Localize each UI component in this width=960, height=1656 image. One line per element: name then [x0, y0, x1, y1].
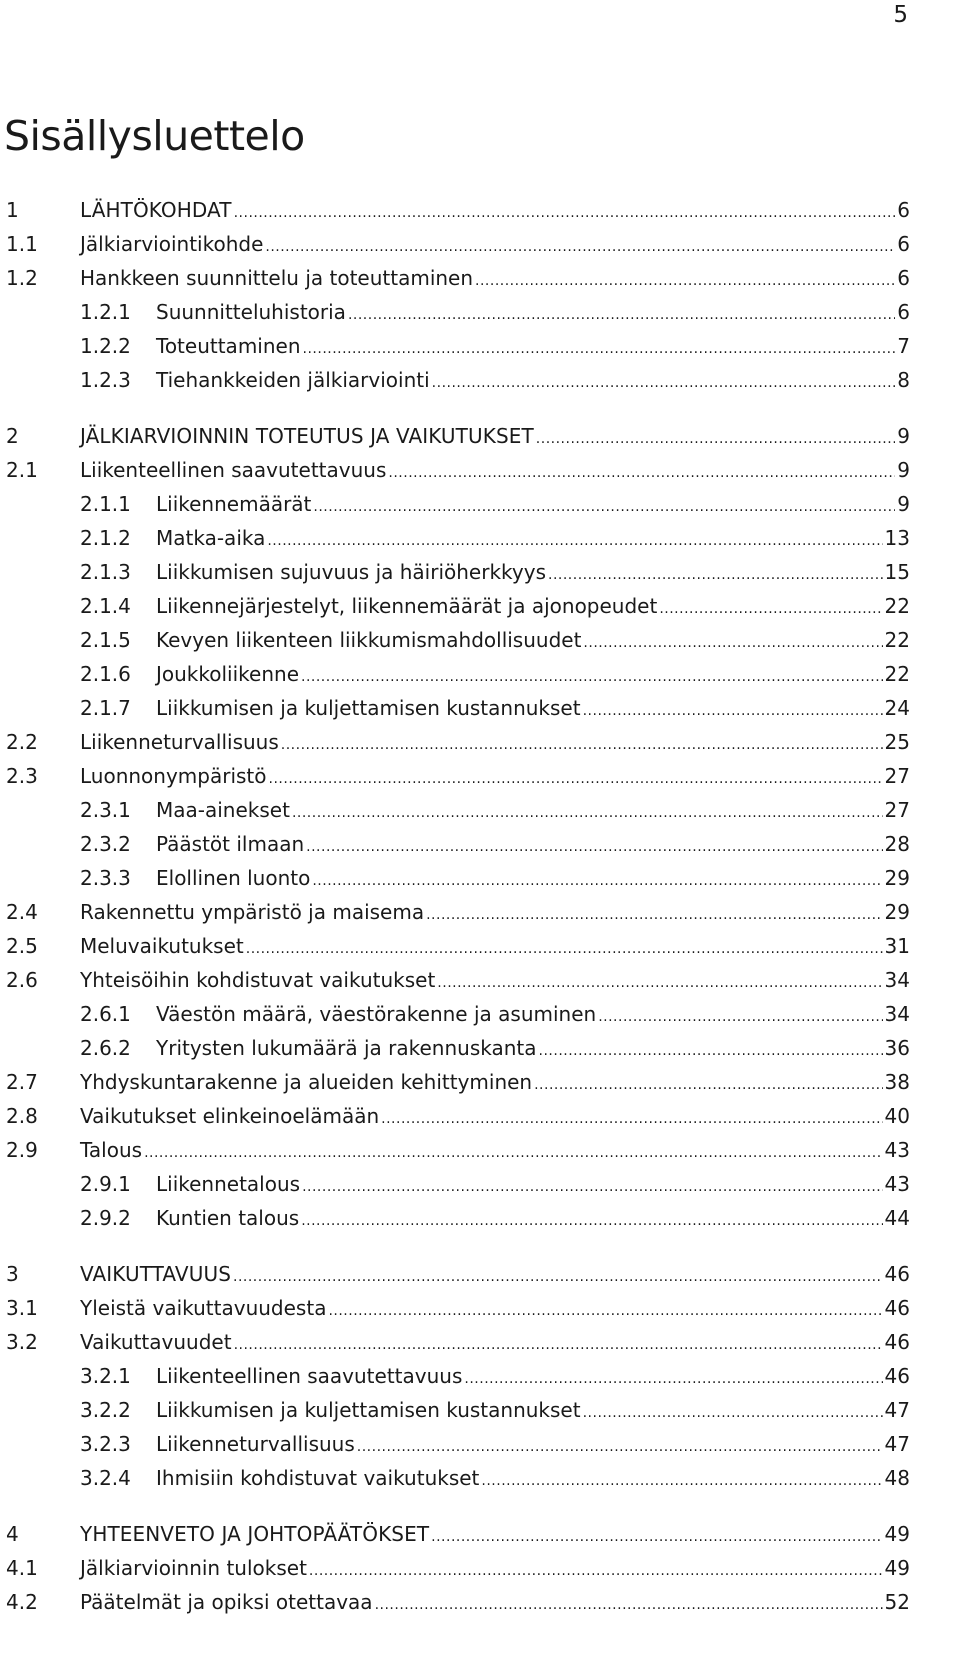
toc-dot-leader — [464, 1362, 882, 1396]
toc-entry[interactable] — [80, 861, 910, 895]
toc-dot-leader — [388, 456, 895, 490]
toc-entry[interactable] — [80, 329, 910, 363]
toc-entry-title: Maa-ainekset — [156, 798, 290, 822]
toc-entry-title: Liikennejärjestelyt, liikennemäärät ja ajonopeudet — [156, 594, 658, 618]
toc-entry-page-number: 22 — [884, 662, 910, 686]
toc-entry-title: LÄHTÖKOHDAT — [80, 198, 232, 222]
toc-entry-page-number: 28 — [884, 832, 910, 856]
toc-entry-title: Vaikutukset elinkeinoelämään — [80, 1104, 380, 1128]
toc-entry-page-number: 47 — [884, 1398, 910, 1422]
toc-entry-number: 2.4 — [6, 900, 38, 924]
toc-dot-leader — [659, 592, 882, 626]
toc-entry-number: 1.2.3 — [80, 368, 131, 392]
toc-entry[interactable] — [6, 453, 910, 487]
toc-entry-title: Liikkumisen ja kuljettamisen kustannukset — [156, 696, 581, 720]
toc-entry-title: Liikenneturvallisuus — [80, 730, 279, 754]
toc-dot-leader — [309, 1554, 883, 1588]
toc-entry-number: 1.2 — [6, 266, 38, 290]
toc-dot-leader — [281, 728, 883, 762]
toc-entry[interactable] — [6, 193, 910, 227]
toc-entry-page-number: 48 — [884, 1466, 910, 1490]
toc-entry-title: Yleistä vaikuttavuudesta — [80, 1296, 327, 1320]
toc-dot-leader — [437, 966, 882, 1000]
toc-entry-number: 2.8 — [6, 1104, 38, 1128]
toc-entry-number: 2.9 — [6, 1138, 38, 1162]
toc-dot-leader — [548, 558, 883, 592]
toc-entry-number: 2.1.5 — [80, 628, 131, 652]
toc-entry-page-number: 6 — [897, 232, 910, 256]
toc-entry-page-number: 46 — [884, 1262, 910, 1286]
toc-entry[interactable] — [80, 1031, 910, 1065]
toc-entry-number: 3.2.3 — [80, 1432, 131, 1456]
toc-dot-leader — [426, 898, 882, 932]
toc-entry[interactable] — [6, 1099, 910, 1133]
toc-entry-title: JÄLKIARVIOINNIN TOTEUTUS JA VAIKUTUKSET — [80, 424, 534, 448]
toc-entry-number: 2.1.1 — [80, 492, 131, 516]
toc-entry-title: Yhdyskuntarakenne ja alueiden kehittyminen — [80, 1070, 533, 1094]
toc-dot-leader — [534, 1068, 882, 1102]
toc-entry-title: Yritysten lukumäärä ja rakennuskanta — [156, 1036, 537, 1060]
toc-dot-leader — [583, 1396, 883, 1430]
toc-dot-leader — [292, 796, 883, 830]
toc-entry-number: 4.1 — [6, 1556, 38, 1580]
toc-entry-page-number: 8 — [897, 368, 910, 392]
toc-entry-page-number: 46 — [884, 1296, 910, 1320]
toc-entry-page-number: 9 — [897, 458, 910, 482]
toc-entry-title: Elollinen luonto — [156, 866, 311, 890]
toc-dot-leader — [375, 1588, 883, 1622]
toc-entry-number: 2.1 — [6, 458, 38, 482]
toc-entry-page-number: 49 — [884, 1556, 910, 1580]
toc-entry[interactable] — [6, 1291, 910, 1325]
toc-entry-title: Rakennettu ympäristö ja maisema — [80, 900, 425, 924]
toc-entry-page-number: 9 — [897, 492, 910, 516]
toc-entry-page-number: 13 — [884, 526, 910, 550]
toc-entry-number: 2 — [6, 424, 19, 448]
toc-dot-leader — [583, 694, 883, 728]
toc-dot-leader — [301, 1204, 882, 1238]
toc-entry-page-number: 43 — [884, 1172, 910, 1196]
toc-entry[interactable] — [6, 1585, 910, 1619]
toc-dot-leader — [234, 1328, 883, 1362]
toc-entry[interactable] — [6, 1325, 910, 1359]
toc-entry[interactable] — [6, 1551, 910, 1585]
toc-entry-page-number: 9 — [897, 424, 910, 448]
toc-dot-leader — [583, 626, 882, 660]
toc-dot-leader — [269, 762, 883, 796]
toc-entry-title: Jälkiarvioinnin tulokset — [80, 1556, 307, 1580]
toc-dot-leader — [302, 1170, 882, 1204]
toc-entry[interactable] — [80, 623, 910, 657]
toc-entry[interactable] — [6, 929, 910, 963]
toc-entry-title: Hankkeen suunnittelu ja toteuttaminen — [80, 266, 474, 290]
toc-entry[interactable] — [80, 487, 910, 521]
toc-entry[interactable] — [80, 295, 910, 329]
toc-entry-number: 3.2 — [6, 1330, 38, 1354]
toc-dot-leader — [246, 932, 883, 966]
toc-entry[interactable] — [80, 1461, 910, 1495]
toc-entry-number: 2.1.6 — [80, 662, 131, 686]
toc-entry[interactable] — [80, 589, 910, 623]
toc-entry[interactable] — [80, 657, 910, 691]
toc-entry-title: Liikenteellinen saavutettavuus — [156, 1364, 463, 1388]
toc-entry[interactable] — [6, 725, 910, 759]
toc-dot-leader — [233, 1260, 883, 1294]
toc-entry-number: 2.1.2 — [80, 526, 131, 550]
toc-dot-leader — [313, 490, 895, 524]
page-number: 5 — [893, 2, 908, 28]
toc-entry-title: Päästöt ilmaan — [156, 832, 305, 856]
toc-entry-number: 3.2.2 — [80, 1398, 131, 1422]
toc-entry-title: Toteuttaminen — [156, 334, 301, 358]
toc-entry-number: 2.1.4 — [80, 594, 131, 618]
toc-entry-page-number: 15 — [884, 560, 910, 584]
toc-dot-leader — [301, 660, 883, 694]
toc-dot-leader — [357, 1430, 883, 1464]
toc-entry-title: Liikenneturvallisuus — [156, 1432, 355, 1456]
toc-entry[interactable] — [80, 555, 910, 589]
toc-entry-number: 2.2 — [6, 730, 38, 754]
toc-dot-leader — [539, 1034, 883, 1068]
toc-entry-number: 1.1 — [6, 232, 38, 256]
toc-entry-number: 3.2.4 — [80, 1466, 131, 1490]
toc-entry-page-number: 25 — [884, 730, 910, 754]
toc-entry[interactable] — [6, 1257, 910, 1291]
toc-entry[interactable] — [6, 1065, 910, 1099]
toc-entry[interactable] — [80, 1201, 910, 1235]
toc-entry-title: Liikennetalous — [156, 1172, 301, 1196]
toc-entry-page-number: 29 — [884, 866, 910, 890]
toc-dot-leader — [536, 422, 895, 456]
toc-dot-leader — [432, 366, 896, 400]
toc-dot-leader — [598, 1000, 882, 1034]
toc-entry-title: Yhteisöihin kohdistuvat vaikutukset — [80, 968, 436, 992]
toc-entry-page-number: 44 — [884, 1206, 910, 1230]
toc-entry-page-number: 24 — [884, 696, 910, 720]
toc-entry[interactable] — [6, 227, 910, 261]
page-title: Sisällysluettelo — [4, 112, 305, 160]
toc-entry-title: Tiehankkeiden jälkiarviointi — [156, 368, 430, 392]
toc-entry-title: Liikkumisen sujuvuus ja häiriöherkkyys — [156, 560, 546, 584]
toc-entry-title: YHTEENVETO JA JOHTOPÄÄTÖKSET — [80, 1522, 430, 1546]
toc-entry-title: Liikenteellinen saavutettavuus — [80, 458, 387, 482]
toc-entry-page-number: 6 — [897, 198, 910, 222]
toc-entry-number: 2.5 — [6, 934, 38, 958]
toc-entry-title: Ihmisiin kohdistuvat vaikutukset — [156, 1466, 480, 1490]
toc-dot-leader — [234, 196, 896, 230]
toc-entry-number: 4 — [6, 1522, 19, 1546]
toc-entry-page-number: 29 — [884, 900, 910, 924]
toc-dot-leader — [312, 864, 882, 898]
toc-entry-page-number: 22 — [884, 628, 910, 652]
toc-entry[interactable] — [80, 793, 910, 827]
toc-dot-leader — [381, 1102, 882, 1136]
toc-entry[interactable] — [80, 521, 910, 555]
toc-entry-title: VAIKUTTAVUUS — [80, 1262, 231, 1286]
toc-entry-number: 2.9.2 — [80, 1206, 131, 1230]
toc-dot-leader — [144, 1136, 882, 1170]
toc-dot-leader — [475, 264, 895, 298]
toc-entry-page-number: 46 — [884, 1330, 910, 1354]
toc-entry-page-number: 47 — [884, 1432, 910, 1456]
toc-entry[interactable] — [80, 1427, 910, 1461]
toc-entry[interactable] — [80, 997, 910, 1031]
toc-entry-number: 3 — [6, 1262, 19, 1286]
toc-entry[interactable] — [6, 963, 910, 997]
toc-entry-title: Liikennemäärät — [156, 492, 312, 516]
toc-entry-number: 2.1.7 — [80, 696, 131, 720]
toc-dot-leader — [306, 830, 882, 864]
toc-entry-title: Päätelmät ja opiksi otettavaa — [80, 1590, 373, 1614]
toc-entry-page-number: 6 — [897, 300, 910, 324]
toc-entry-page-number: 27 — [884, 764, 910, 788]
toc-entry-title: Meluvaikutukset — [80, 934, 244, 958]
toc-entry[interactable] — [6, 895, 910, 929]
toc-entry-page-number: 49 — [884, 1522, 910, 1546]
toc-dot-leader — [265, 230, 895, 264]
toc-entry-title: Talous — [80, 1138, 143, 1162]
toc-entry-number: 2.3.1 — [80, 798, 131, 822]
toc-entry-number: 2.3 — [6, 764, 38, 788]
toc-entry-title: Suunnitteluhistoria — [156, 300, 346, 324]
toc-dot-leader — [328, 1294, 882, 1328]
toc-entry[interactable] — [80, 827, 910, 861]
toc-entry-title: Matka-aika — [156, 526, 266, 550]
toc-dot-leader — [431, 1520, 882, 1554]
toc-entry-title: Kuntien talous — [156, 1206, 300, 1230]
toc-entry-page-number: 27 — [884, 798, 910, 822]
toc-entry-page-number: 36 — [884, 1036, 910, 1060]
toc-entry-number: 2.6.1 — [80, 1002, 131, 1026]
toc-entry-page-number: 7 — [897, 334, 910, 358]
toc-entry-number: 2.6.2 — [80, 1036, 131, 1060]
toc-entry-page-number: 22 — [884, 594, 910, 618]
toc-entry-page-number: 52 — [884, 1590, 910, 1614]
toc-entry[interactable] — [80, 1393, 910, 1427]
toc-entry-title: Liikkumisen ja kuljettamisen kustannukset — [156, 1398, 581, 1422]
toc-entry-title: Jälkiarviointikohde — [80, 232, 264, 256]
toc-entry[interactable] — [6, 261, 910, 295]
toc-entry-number: 2.9.1 — [80, 1172, 131, 1196]
toc-entry-number: 1.2.1 — [80, 300, 131, 324]
toc-entry-number: 3.1 — [6, 1296, 38, 1320]
toc-entry-number: 2.6 — [6, 968, 38, 992]
toc-entry[interactable] — [6, 1517, 910, 1551]
toc-entry-number: 4.2 — [6, 1590, 38, 1614]
toc-entry-title: Väestön määrä, väestörakenne ja asuminen — [156, 1002, 597, 1026]
toc-entry-page-number: 46 — [884, 1364, 910, 1388]
toc-entry-title: Joukkoliikenne — [156, 662, 299, 686]
toc-entry-number: 3.2.1 — [80, 1364, 131, 1388]
toc-entry-page-number: 40 — [884, 1104, 910, 1128]
toc-entry-number: 2.3.2 — [80, 832, 131, 856]
toc-dot-leader — [303, 332, 896, 366]
toc-entry[interactable] — [80, 691, 910, 725]
toc-entry-title: Luonnonympäristö — [80, 764, 267, 788]
toc-entry-page-number: 31 — [884, 934, 910, 958]
toc-entry[interactable] — [6, 419, 910, 453]
toc-entry-number: 2.3.3 — [80, 866, 131, 890]
toc-entry-number: 2.7 — [6, 1070, 38, 1094]
toc-entry[interactable] — [80, 363, 910, 397]
toc-entry-page-number: 34 — [884, 968, 910, 992]
toc-entry-number: 1.2.2 — [80, 334, 131, 358]
toc-entry[interactable] — [80, 1359, 910, 1393]
toc-dot-leader — [348, 298, 895, 332]
toc-entry-number: 1 — [6, 198, 19, 222]
toc-entry-number: 2.1.3 — [80, 560, 131, 584]
toc-dot-leader — [267, 524, 882, 558]
toc-entry-page-number: 6 — [897, 266, 910, 290]
toc-dot-leader — [481, 1464, 882, 1498]
toc-entry-page-number: 43 — [884, 1138, 910, 1162]
toc-entry[interactable] — [80, 1167, 910, 1201]
toc-entry[interactable] — [6, 1133, 910, 1167]
toc-entry-title: Vaikuttavuudet — [80, 1330, 232, 1354]
toc-entry[interactable] — [6, 759, 910, 793]
toc-entry-title: Kevyen liikenteen liikkumismahdollisuudet — [156, 628, 582, 652]
toc-entry-page-number: 34 — [884, 1002, 910, 1026]
toc-entry-page-number: 38 — [884, 1070, 910, 1094]
